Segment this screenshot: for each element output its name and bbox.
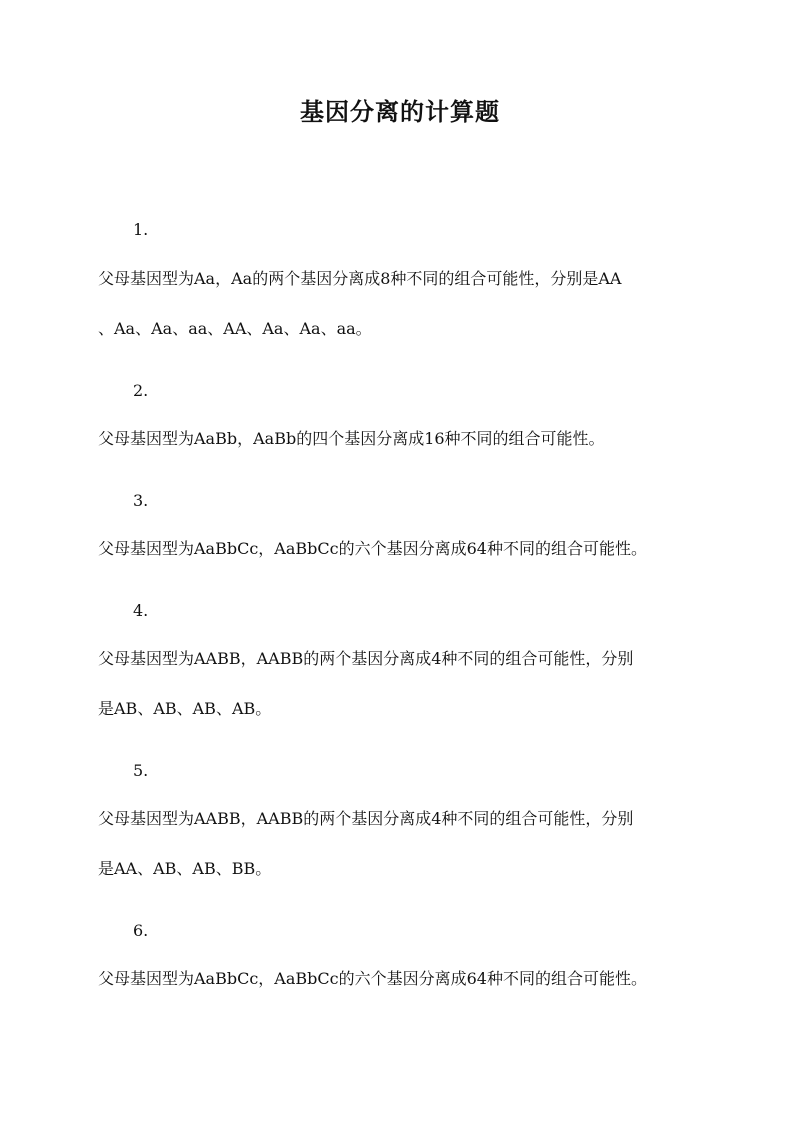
item-text-line: 父母基因型为AaBbCc，AaBbCc的六个基因分离成64种不同的组合可能性。 (98, 969, 647, 988)
item-text-line: 父母基因型为AaBb，AaBb的四个基因分离成16种不同的组合可能性。 (98, 429, 605, 448)
item-number: 3. (133, 491, 149, 510)
item-text-line: 是AB、AB、AB、AB。 (98, 699, 272, 718)
item-number: 6. (133, 921, 149, 940)
item-number: 5. (133, 761, 149, 780)
item-text-line: 是AA、AB、AB、BB。 (98, 859, 272, 878)
item-text-line: 父母基因型为AABB，AABB的两个基因分离成4种不同的组合可能性，分别 (98, 649, 634, 668)
item-text-line: 父母基因型为AaBbCc，AaBbCc的六个基因分离成64种不同的组合可能性。 (98, 539, 647, 558)
item-text-line: 父母基因型为AABB，AABB的两个基因分离成4种不同的组合可能性，分别 (98, 809, 634, 828)
item-number: 2. (133, 381, 149, 400)
item-text-line: 父母基因型为Aa，Aa的两个基因分离成8种不同的组合可能性，分别是AA (98, 269, 622, 288)
item-text-line: 、Aa、Aa、aa、AA、Aa、Aa、aa。 (98, 319, 372, 338)
item-number: 4. (133, 601, 149, 620)
item-number: 1. (133, 220, 149, 239)
page-title: 基因分离的计算题 (300, 97, 500, 126)
